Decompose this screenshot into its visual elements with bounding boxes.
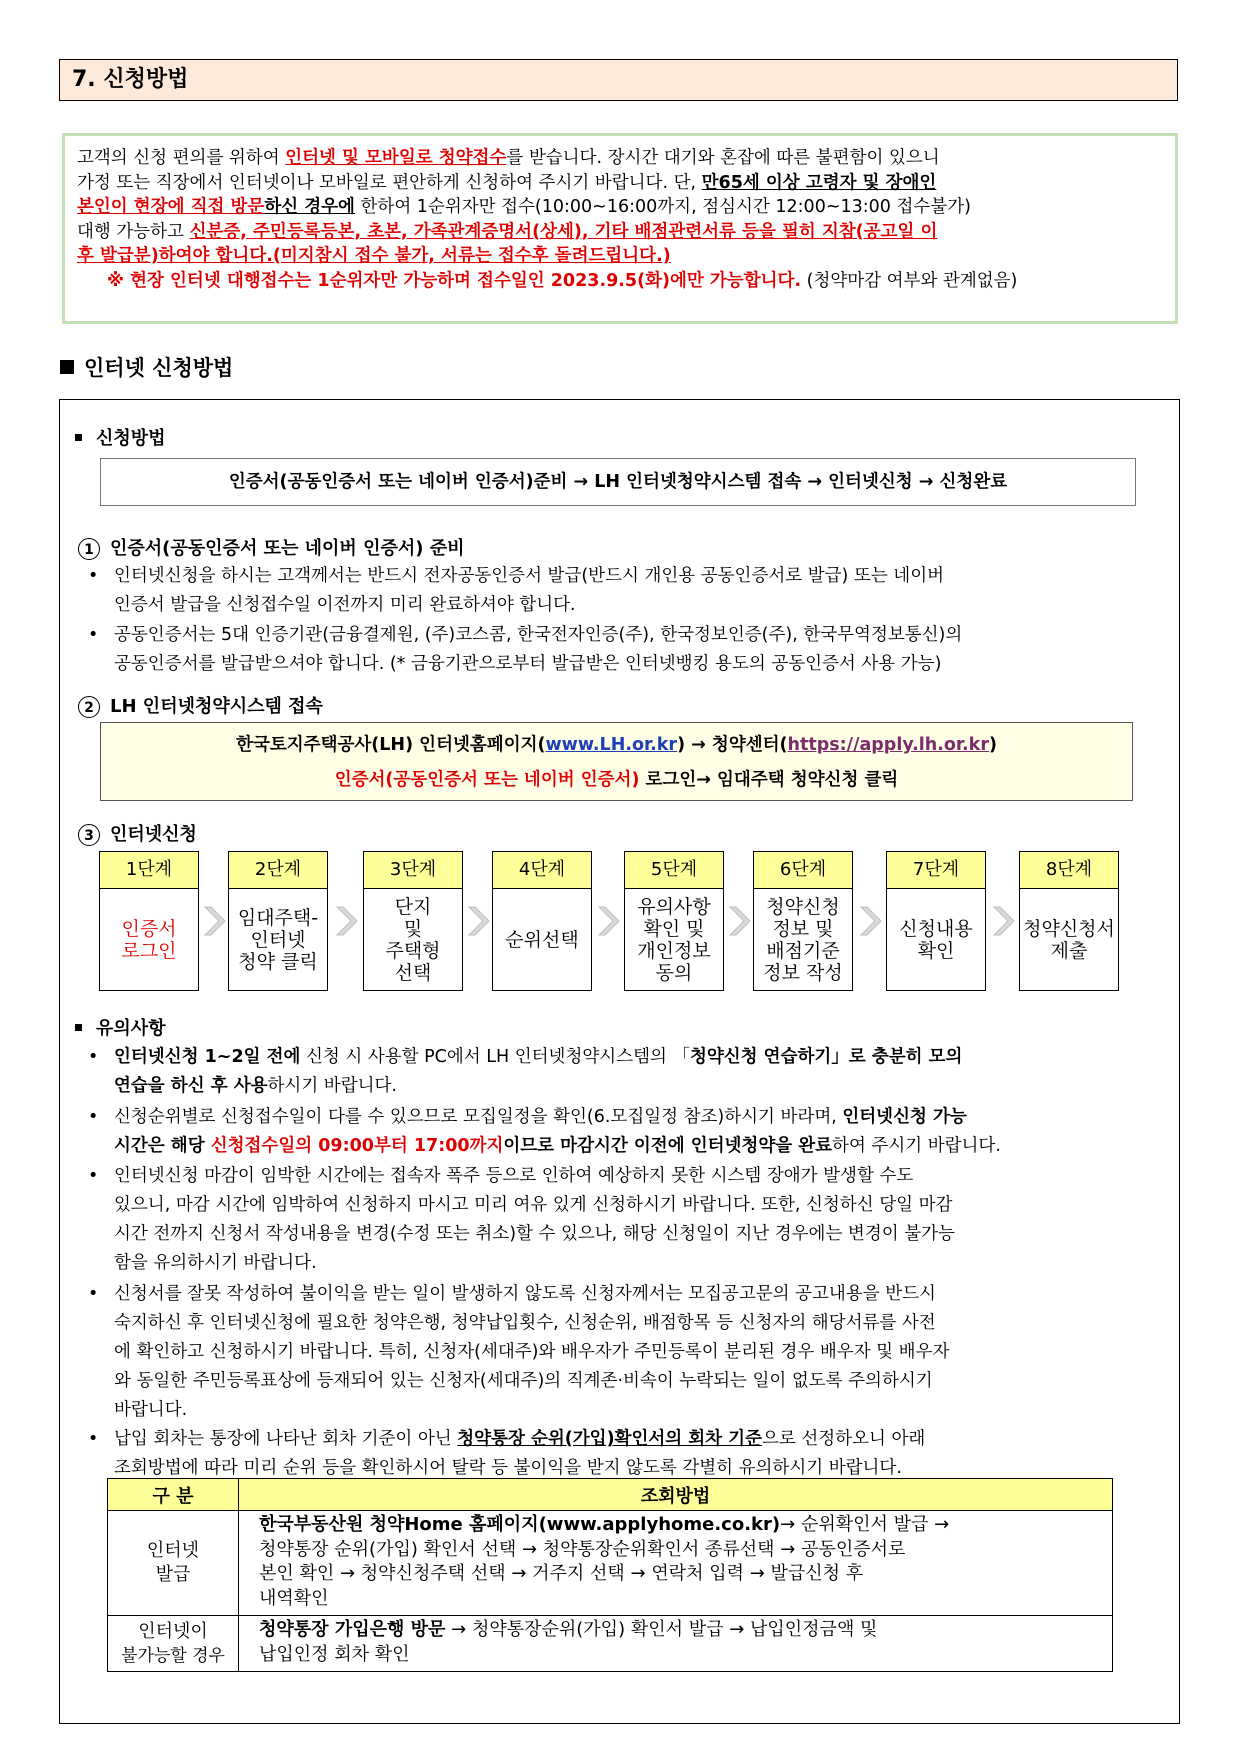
table-header-method: 조회방법: [239, 1479, 1113, 1511]
square-bullet-icon: [60, 360, 74, 374]
step-line: 및: [403, 917, 423, 940]
step-line: 신청내용: [899, 917, 973, 940]
step-body: [229, 889, 327, 990]
step-line: 개인정보: [637, 939, 711, 962]
circled-number-icon: 3: [78, 824, 100, 846]
step-header: 3단계: [364, 852, 462, 889]
chevron-right-icon: [465, 901, 491, 941]
lh-highlight: 인증서(공동인증서 또는 네이버 인증서): [334, 770, 640, 790]
notice-text: (청약마감 여부와 관계없음): [801, 270, 1018, 291]
caution-text: 하여 주시기 바랍니다.: [832, 1136, 1001, 1156]
list-item: [88, 1103, 1155, 1161]
list-item: [88, 562, 1155, 620]
notice-text: 고객의 신청 편의를 위하여: [77, 148, 286, 168]
step-line: 임대주택-: [237, 906, 319, 929]
item3-title: [78, 820, 197, 846]
caution-line: 에 확인하고 신청하시기 바랍니다. 특히, 신청자(세대주)와 배우자가 주민등록이 분리된 경우 배우자 및 배우자: [114, 1342, 950, 1362]
category-line: 불가능할 경우: [121, 1645, 225, 1666]
step-box-5: [624, 851, 724, 991]
caution-text: 하시기 바랍니다.: [267, 1076, 397, 1096]
step-line: 정보 및: [772, 917, 834, 940]
step-box-8: [1019, 851, 1119, 991]
caution-bold: 」로 충분히 모의: [831, 1047, 963, 1067]
caution-line: 함을 유의하시기 바랍니다.: [114, 1253, 317, 1273]
caution-bold: 이므로 마감시간 이전에 인터넷청약을 완료: [503, 1136, 833, 1156]
step-body: [887, 889, 985, 990]
bullet-icon: •: [88, 566, 99, 586]
heading-text: 인터넷 신청방법: [84, 356, 234, 380]
caution-bold: 시간은 해당: [114, 1136, 211, 1156]
item1-title-text: 인증서(공동인증서 또는 네이버 인증서) 준비: [110, 538, 465, 559]
step-line: 동의: [655, 961, 693, 984]
chevron-right-icon: [726, 901, 752, 941]
lh-text: ) → 청약센터(: [677, 735, 788, 755]
caution-line: 바랍니다.: [114, 1400, 188, 1420]
apply-center-link[interactable]: https://apply.lh.or.kr: [787, 735, 989, 755]
caution-line: 숙지하신 후 인터넷신청에 필요한 청약은행, 청약납입횟수, 신청순위, 배점항목 등 신청자의 해당서류를 사전: [114, 1313, 936, 1333]
method-line: 내역확인: [259, 1587, 329, 1609]
heading-internet-method: [60, 352, 233, 382]
step-box-6: [753, 851, 853, 991]
caution-label: [75, 1014, 166, 1040]
caution-line: 신청서를 잘못 작성하여 불이익을 받는 일이 발생하지 않도록 신청자께서는 모집공고문의 공고내용을 반드시: [114, 1284, 936, 1304]
bullet-icon: •: [88, 1429, 99, 1449]
method-label-text: 신청방법: [96, 428, 166, 449]
step-header: 2단계: [229, 852, 327, 889]
step-line: 청약신청서: [1023, 917, 1115, 940]
caution-bold: 인터넷신청 가능: [842, 1107, 967, 1127]
step-line: 유의사항: [637, 895, 711, 918]
table-row: [108, 1511, 1113, 1616]
lookup-method-table: [107, 1478, 1113, 1672]
step-line: 확인 및: [643, 917, 705, 940]
square-bullet-icon: [75, 434, 82, 441]
circled-number-icon: 1: [78, 538, 100, 560]
bullet-icon: •: [88, 1166, 99, 1186]
step-header: 6단계: [754, 852, 852, 889]
list-item: [88, 1043, 1155, 1101]
table-cell-category: [108, 1616, 239, 1672]
step-header: 1단계: [100, 852, 198, 889]
chevron-right-icon: [990, 901, 1016, 941]
caution-highlight: 신청접수일의 09:00부터 17:00까지: [210, 1136, 504, 1156]
category-line: 인터넷: [146, 1540, 200, 1561]
bullet-icon: •: [88, 625, 99, 645]
lh-text: ): [988, 735, 997, 755]
notice-highlight: ※ 현장 인터넷 대행접수는 1순위자만 가능하며 접수일인 2023.9.5(화)에만 가능합니다.: [107, 270, 802, 291]
notice-highlight: 만65세 이상 고령자 및 장애인: [701, 172, 937, 193]
step-body: [754, 889, 852, 990]
method-line: 본인 확인 → 청약신청주택 선택 → 거주지 선택 → 연락처 입력 → 발급신청 후: [259, 1563, 864, 1584]
step-line: 청약신청: [766, 895, 840, 918]
caution-line: 조회방법에 따라 미리 순위 등을 확인하시어 탈락 등 불이익을 받지 않도록 각별히 유의하시기 바랍니다.: [114, 1458, 902, 1478]
caution-bold: 청약신청 연습하기: [689, 1047, 832, 1067]
circled-number-icon: 2: [78, 696, 100, 718]
method-line: 청약통장 순위(가입) 확인서 선택 → 청약통장순위확인서 종류선택 → 공동인증서로: [259, 1538, 906, 1560]
step-line: 인터넷: [250, 928, 306, 951]
bullet-icon: •: [88, 1047, 99, 1067]
lh-homepage-link[interactable]: www.LH.or.kr: [545, 735, 678, 755]
table-cell-category: [108, 1511, 239, 1616]
square-bullet-icon: [75, 1024, 82, 1031]
notice-highlight: 본인이 현장에 직접 방문: [77, 197, 265, 217]
step-header: 8단계: [1020, 852, 1118, 889]
notice-text: 가정 또는 직장에서 인터넷이나 모바일로 편안하게 신청하여 주시기 바랍니다. 단,: [77, 172, 702, 193]
caution-text: 납입 회차는 통장에 나타난 회차 기준이 아닌: [114, 1429, 458, 1449]
lh-text: 한국토지주택공사(LH) 인터넷홈페이지(: [236, 735, 546, 755]
list-item: [88, 1280, 1155, 1425]
item1-bullet1-line2: 인증서 발급을 신청접수일 이전까지 미리 완료하셔야 합니다.: [114, 595, 576, 615]
caution-label-text: 유의사항: [96, 1018, 166, 1039]
step-box-4: [492, 851, 592, 991]
list-item: [88, 1425, 1155, 1483]
step-line: 정보 작성: [763, 961, 843, 984]
step-body: [100, 889, 198, 990]
category-line: 발급: [155, 1564, 191, 1585]
step-line: 단지: [394, 895, 432, 918]
caution-line: 시간 전까지 신청서 작성내용을 변경(수정 또는 취소)할 수 있으나, 해당 신청일이 지난 경우에는 변경이 불가능: [114, 1224, 955, 1244]
step-body: [1020, 889, 1118, 990]
list-item: [88, 1162, 1155, 1278]
caution-text: 신청 시 사용할 PC에서 LH 인터넷청약시스템의 「: [300, 1047, 690, 1067]
item1-title: [78, 534, 465, 560]
lh-access-box: [100, 722, 1133, 801]
chevron-right-icon: [595, 901, 621, 941]
item3-title-text: 인터넷신청: [110, 824, 197, 845]
step-box-3: [363, 851, 463, 991]
caution-text: 으로 선정하오니 아래: [762, 1429, 926, 1449]
step-box-2: [228, 851, 328, 991]
method-text: → 순위확인서 발급 →: [780, 1514, 950, 1535]
method-bold: 한국부동산원 청약Home 홈페이지(www.applyhome.co.kr): [259, 1514, 781, 1535]
method-flow: 인증서(공동인증서 또는 네이버 인증서)준비 → LH 인터넷청약시스템 접속 → 인터넷신청 → 신청완료: [100, 458, 1136, 506]
step-body: [364, 889, 462, 990]
notice-box: [62, 133, 1178, 324]
caution-bold: 청약통장 순위(가입)확인서의 회차 기준: [457, 1429, 762, 1449]
lh-text: 로그인→ 임대주택 청약신청 클릭: [639, 770, 899, 790]
bullet-icon: •: [88, 1284, 99, 1304]
step-line: 인증서: [121, 917, 177, 940]
list-item: [88, 621, 1155, 679]
notice-highlight: 인터넷 및 모바일로 청약접수: [285, 148, 507, 168]
method-bold: 청약통장 가입은행 방문: [259, 1619, 446, 1640]
bullet-icon: •: [88, 1107, 99, 1127]
item1-bullet2-line1: 공동인증서는 5대 인증기관(금융결제원, (주)코스콤, 한국전자인증(주), 한국정보인증(주), 한국무역정보통신)의: [114, 625, 963, 645]
notice-highlight: 후 발급분)하여야 합니다.(미지참시 접수 불가, 서류는 접수후 돌려드립니다.): [77, 246, 671, 266]
method-line: 납입인정 회차 확인: [259, 1643, 410, 1665]
internet-method-box: [59, 399, 1180, 1724]
caution-bold: 인터넷신청 1~2일 전에: [114, 1047, 301, 1067]
table-row: [108, 1616, 1113, 1672]
notice-highlight: 하신 경우에: [264, 197, 355, 217]
caution-line: 와 동일한 주민등록표상에 등재되어 있는 신청자(세대주)의 직계존·비속이 누락되는 일이 없도록 주의하시기: [114, 1371, 933, 1391]
section-title: 7. 신청방법: [59, 59, 1178, 101]
caution-line: 인터넷신청 마감이 임박한 시간에는 접속자 폭주 등으로 인하여 예상하지 못한 시스템 장애가 발생할 수도: [114, 1166, 914, 1186]
step-box-7: [886, 851, 986, 991]
step-line: 배점기준: [766, 939, 840, 962]
step-line: 선택: [394, 961, 432, 984]
notice-text: 대행 가능하고: [77, 221, 190, 242]
step-line: 제출: [1050, 939, 1088, 962]
step-header: 4단계: [493, 852, 591, 889]
step-line: 확인: [917, 939, 955, 962]
category-line: 인터넷이: [138, 1620, 208, 1642]
step-line: 로그인: [121, 939, 177, 962]
table-cell-method: [239, 1616, 1113, 1672]
table-header-category: 구 분: [108, 1479, 239, 1511]
method-text: → 청약통장순위(가입) 확인서 발급 → 납입인정금액 및: [445, 1619, 878, 1640]
chevron-right-icon: [201, 901, 227, 941]
step-header: 7단계: [887, 852, 985, 889]
notice-text: 를 받습니다. 장시간 대기와 혼잡에 따른 불편함이 있으니: [506, 148, 940, 168]
item1-bullet1-line1: 인터넷신청을 하시는 고객께서는 반드시 전자공동인증서 발급(반드시 개인용 공동인증서로 발급) 또는 네이버: [114, 566, 945, 586]
caution-line: 있으니, 마감 시간에 임박하여 신청하지 마시고 미리 여유 있게 신청하시기 바랍니다. 또한, 신청하신 당일 마감: [114, 1195, 953, 1215]
method-label: [75, 424, 166, 450]
step-header: 5단계: [625, 852, 723, 889]
chevron-right-icon: [333, 901, 359, 941]
step-line: 주택형: [385, 939, 441, 962]
caution-text: 신청순위별로 신청접수일이 다를 수 있으므로 모집일정을 확인(6.모집일정 참조)하시기 바라며,: [114, 1107, 843, 1127]
step-line: 청약 클릭: [238, 950, 318, 973]
table-cell-method: [239, 1511, 1113, 1616]
notice-text: 한하여 1순위자만 접수(10:00~16:00까지, 점심시간 12:00~13:00 접수불가): [354, 197, 971, 217]
step-body: [625, 889, 723, 990]
step-body: [493, 889, 591, 990]
caution-bold: 연습을 하신 후 사용: [114, 1076, 268, 1096]
notice-highlight: 신분증, 주민등록등본, 초본, 가족관계증명서(상세), 기타 배점관련서류 등을 필히 지참(공고일 이: [189, 221, 938, 242]
chevron-right-icon: [857, 901, 883, 941]
step-line: 순위선택: [505, 928, 579, 951]
item2-title-text: LH 인터넷청약시스템 접속: [110, 696, 323, 717]
item1-bullet2-line2: 공동인증서를 발급받으셔야 합니다. (* 금융기관으로부터 발급받은 인터넷뱅킹 용도의 공동인증서 사용 가능): [114, 654, 942, 674]
step-box-1: [99, 851, 199, 991]
item2-title: [78, 692, 323, 718]
